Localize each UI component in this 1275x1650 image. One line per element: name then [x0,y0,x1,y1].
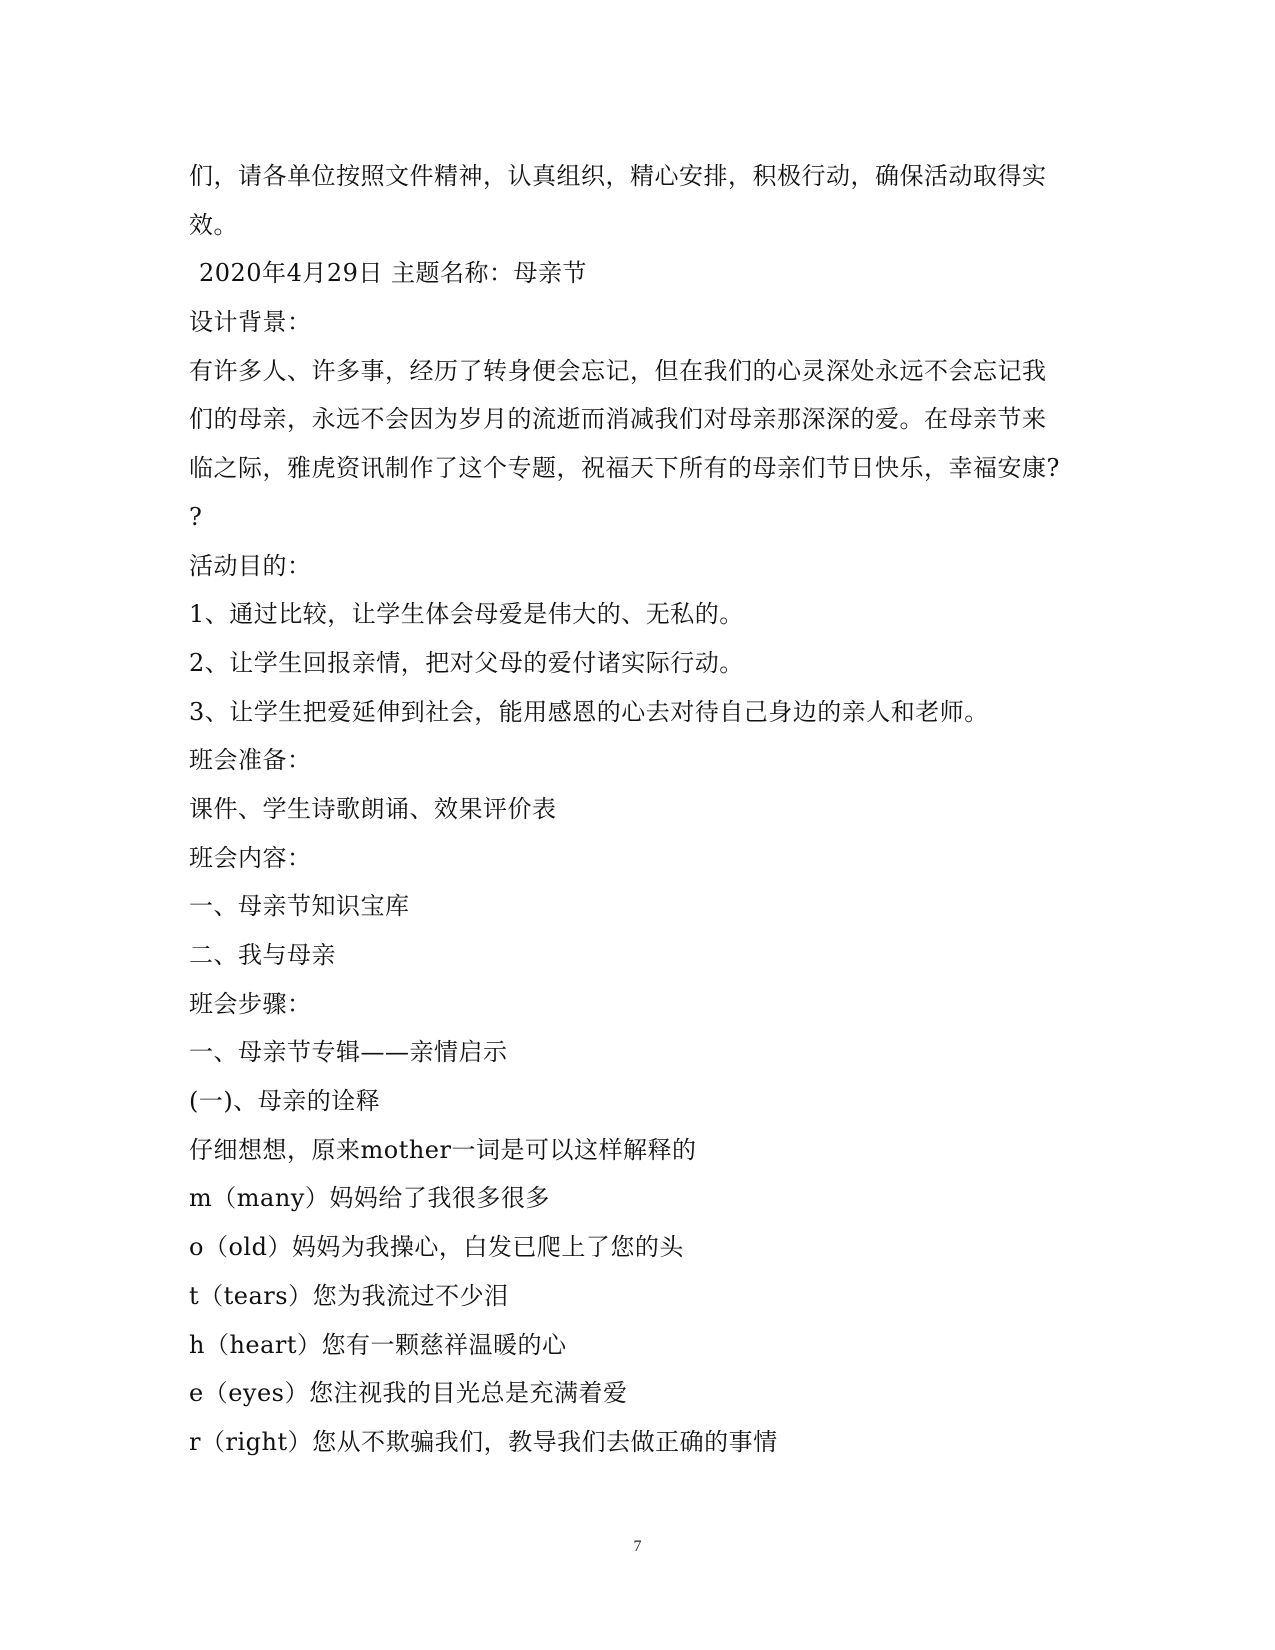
paragraph-line: 们的母亲，永远不会因为岁月的流逝而消减我们对母亲那深深的爱。在母亲节来 [189,405,1047,434]
list-item: 2、让学生回报亲情，把对父母的爱付诸实际行动。 [189,648,744,677]
paragraph-line: 们，请各单位按照文件精神，认真组织，精心安排，积极行动，确保活动取得实 [189,162,1047,190]
section-heading: 设计背景： [189,308,312,337]
mother-letter-line: t（tears）您为我流过不少泪 [189,1281,509,1310]
sub-heading: (一)、母亲的诠释 [189,1087,381,1116]
page-number: 7 [633,1538,642,1555]
paragraph-line: 仔细想想，原来mother一词是可以这样解释的 [189,1135,697,1164]
mother-letter-line: e（eyes）您注视我的目光总是充满着爱 [189,1379,628,1408]
list-item: 3、让学生把爱延伸到社会，能用感恩的心去对待自己身边的亲人和老师。 [189,697,989,726]
paragraph-line: 效。 [189,210,238,239]
mother-letter-line: h（heart）您有一颗慈祥温暖的心 [189,1330,567,1359]
section-heading: 班会准备： [189,746,312,775]
paragraph-line: 课件、学生诗歌朗诵、效果评价表 [189,794,557,823]
mother-letter-line: o（old）妈妈为我操心，白发已爬上了您的头 [189,1233,684,1262]
paragraph-line: ? [189,502,203,531]
section-heading: 班会内容： [189,843,312,872]
list-item: 二、我与母亲 [189,941,336,969]
section-heading: 活动目的： [189,551,312,580]
section-heading: 班会步骤： [189,989,312,1018]
list-item: 一、母亲节知识宝库 [189,892,410,921]
list-item: 1、通过比较，让学生体会母爱是伟大的、无私的。 [189,600,744,629]
document-body [189,152,1089,1467]
mother-letter-line: r（right）您从不欺骗我们，教导我们去做正确的事情 [189,1427,778,1456]
date-theme-line: 2020年4月29日 主题名称：母亲节 [199,259,588,288]
list-item: 一、母亲节专辑——亲情启示 [189,1038,508,1067]
paragraph-line: 临之际，雅虎资讯制作了这个专题，祝福天下所有的母亲们节日快乐，幸福安康? [189,454,1060,483]
paragraph-line: 有许多人、许多事，经历了转身便会忘记，但在我们的心灵深处永远不会忘记我 [189,356,1047,385]
mother-letter-line: m（many）妈妈给了我很多很多 [189,1184,550,1213]
